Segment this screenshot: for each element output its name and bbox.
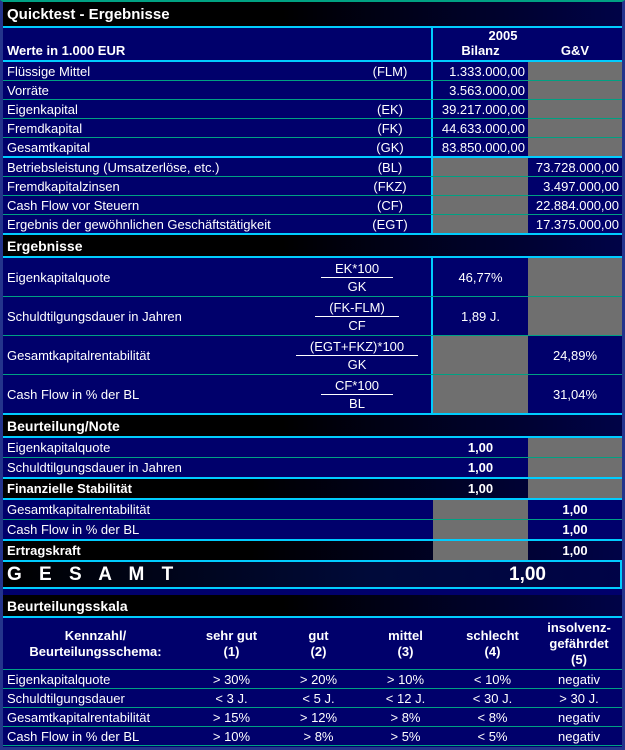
- formula-denominator: BL: [349, 395, 365, 411]
- gv-blocked-cell: [528, 81, 622, 99]
- row-code: (EGT): [349, 215, 433, 233]
- table-row: [3, 215, 622, 235]
- gv-blocked-cell: [528, 258, 622, 296]
- row-label: Ertragskraft: [7, 543, 81, 558]
- scale-value: negativ: [558, 709, 600, 725]
- scale-value: > 5%: [390, 728, 421, 744]
- table-row: [3, 138, 622, 158]
- row-label: Eigenkapitalquote: [7, 671, 111, 687]
- gv-rating-cell[interactable]: 1,00: [562, 502, 588, 517]
- total-row: [3, 560, 622, 589]
- scale-value: negativ: [558, 671, 600, 687]
- scale-value: < 5 J.: [302, 690, 335, 706]
- scale-value: > 20%: [299, 671, 338, 687]
- total-value-cell[interactable]: 1,00: [509, 563, 546, 585]
- scale-header-label: Kennzahl/ Beurteilungsschema:: [29, 627, 162, 659]
- table-row: [3, 62, 622, 81]
- rating-subtotal-row: [3, 541, 622, 560]
- section-title: Beurteilung/Note: [7, 417, 120, 434]
- row-label: Gesamtkapitalrentabilität: [7, 709, 151, 725]
- scale-value: negativ: [558, 728, 600, 744]
- bilanz-rating-cell[interactable]: 1,00: [467, 440, 494, 455]
- scale-value: < 30 J.: [472, 690, 513, 706]
- bilanz-blocked-cell: [433, 177, 528, 195]
- rating-row: [3, 500, 622, 520]
- row-label: Cash Flow in % der BL: [7, 386, 140, 402]
- row-label: Flüssige Mittel: [7, 63, 91, 79]
- gv-blocked-cell: [528, 438, 622, 457]
- table-row: [3, 81, 622, 100]
- scale-value: > 10%: [212, 728, 251, 744]
- formula-fraction: [283, 297, 433, 335]
- row-label: Schuldtilgungsdauer: [7, 690, 125, 706]
- bilanz-blocked-cell: [433, 196, 528, 214]
- gv-rating-cell[interactable]: 1,00: [562, 543, 588, 558]
- scale-row: [3, 689, 622, 708]
- bilanz-result-cell[interactable]: 1,89 J.: [460, 308, 501, 324]
- scale-value: < 12 J.: [385, 690, 426, 706]
- row-label: Gesamtkapital: [7, 139, 91, 155]
- bilanz-result-cell[interactable]: 46,77%: [458, 269, 503, 285]
- scale-value: > 30 J.: [559, 690, 599, 706]
- row-label: Cash Flow in % der BL: [7, 728, 140, 744]
- row-label: Cash Flow vor Steuern: [7, 197, 140, 213]
- gv-blocked-cell: [528, 458, 622, 477]
- scale-header-sehr-gut: sehr gut (1): [205, 627, 258, 659]
- scale-row: [3, 670, 622, 689]
- bilanz-blocked-cell: [433, 336, 528, 374]
- rating-row: [3, 520, 622, 541]
- row-code: (GK): [349, 138, 433, 156]
- sheet-title-band: [3, 2, 622, 28]
- column-header-gv: G&V: [560, 43, 590, 58]
- gv-value-cell[interactable]: 17.375.000,00: [535, 216, 619, 232]
- row-code: [349, 81, 433, 99]
- table-row: [3, 100, 622, 119]
- page-title: Quicktest - Ergebnisse: [7, 5, 170, 23]
- rating-subtotal-row: [3, 479, 622, 500]
- scale-header-schlecht: schlecht (4): [466, 627, 519, 659]
- row-label: Finanzielle Stabilität: [7, 481, 132, 496]
- bilanz-rating-cell[interactable]: 1,00: [467, 481, 494, 496]
- bilanz-value-cell[interactable]: 83.850.000,00: [441, 139, 525, 155]
- row-label: Eigenkapital: [7, 101, 78, 117]
- formula-fraction: [283, 375, 433, 413]
- scale-value: > 12%: [299, 709, 338, 725]
- row-code: (BL): [349, 158, 433, 176]
- table-row: [3, 119, 622, 138]
- gv-value-cell[interactable]: 73.728.000,00: [535, 159, 619, 175]
- section-header-beurteilungsskala: [3, 595, 622, 618]
- row-code: (EK): [349, 100, 433, 118]
- gv-value-cell[interactable]: 22.884.000,00: [535, 197, 619, 213]
- gv-rating-cell[interactable]: 1,00: [562, 522, 588, 537]
- bilanz-blocked-cell: [433, 500, 528, 519]
- formula-numerator: (EGT+FKZ)*100: [296, 339, 418, 356]
- section-header-ergebnisse: [3, 235, 622, 258]
- row-label: Eigenkapitalquote: [7, 269, 111, 285]
- scale-value: > 10%: [386, 671, 425, 687]
- bilanz-blocked-cell: [433, 215, 528, 233]
- rating-row: [3, 458, 622, 479]
- gv-value-cell[interactable]: 3.497.000,00: [543, 178, 619, 194]
- scale-value: > 15%: [212, 709, 251, 725]
- gv-blocked-cell: [528, 479, 622, 498]
- formula-denominator: CF: [348, 317, 366, 333]
- formula-denominator: GK: [347, 278, 367, 294]
- formula-denominator: GK: [347, 356, 367, 372]
- formula-numerator: EK*100: [321, 261, 393, 278]
- bilanz-blocked-cell: [433, 375, 528, 413]
- gv-blocked-cell: [528, 297, 622, 335]
- gv-blocked-cell: [528, 119, 622, 137]
- bilanz-value-cell[interactable]: 39.217.000,00: [441, 101, 525, 117]
- gv-result-cell[interactable]: 24,89%: [552, 347, 598, 363]
- section-header-beurteilung: [3, 415, 622, 438]
- total-label: G E S A M T: [7, 563, 180, 585]
- scale-value: > 30%: [212, 671, 251, 687]
- result-row: [3, 375, 622, 415]
- row-label: Schuldtilgungsdauer in Jahren: [7, 308, 182, 324]
- column-header-bilanz: Bilanz: [461, 43, 500, 58]
- scale-value: > 8%: [303, 728, 334, 744]
- row-label: Fremdkapitalzinsen: [7, 178, 120, 194]
- gv-blocked-cell: [528, 62, 622, 80]
- result-row: [3, 336, 622, 375]
- gv-blocked-cell: [528, 138, 622, 156]
- row-label: Betriebsleistung (Umsatzerlöse, etc.): [7, 159, 220, 175]
- bilanz-value-cell[interactable]: 3.563.000,00: [449, 82, 525, 98]
- result-row: [3, 258, 622, 297]
- gv-blocked-cell: [528, 100, 622, 118]
- row-label: Gesamtkapitalrentabilität: [7, 347, 151, 363]
- row-label: Vorräte: [7, 82, 49, 98]
- row-code: (FKZ): [349, 177, 433, 195]
- scale-header-gut: gut (2): [308, 627, 329, 659]
- bilanz-value-cell[interactable]: 44.633.000,00: [441, 120, 525, 136]
- bilanz-blocked-cell: [433, 520, 528, 539]
- formula-numerator: (FK-FLM): [315, 300, 399, 317]
- column-header: [3, 28, 622, 62]
- bilanz-blocked-cell: [433, 541, 528, 560]
- formula-fraction: [283, 258, 433, 296]
- formula-fraction: [283, 336, 433, 374]
- scale-row: [3, 708, 622, 727]
- scale-header-insolvenzgefaehrdet: insolvenz- gefährdet (5): [547, 619, 611, 667]
- section-title: Ergebnisse: [7, 237, 83, 254]
- bilanz-value-cell[interactable]: 1.333.000,00: [449, 63, 525, 79]
- result-row: [3, 297, 622, 336]
- row-label: Eigenkapitalquote: [7, 440, 111, 455]
- year-header: 2005: [488, 28, 518, 43]
- table-row: [3, 158, 622, 177]
- scale-value: < 3 J.: [215, 690, 248, 706]
- scale-value: < 5%: [477, 728, 508, 744]
- bilanz-rating-cell[interactable]: 1,00: [467, 460, 494, 475]
- table-row: [3, 177, 622, 196]
- scale-header-mittel: mittel (3): [388, 627, 423, 659]
- row-label: Cash Flow in % der BL: [7, 522, 140, 537]
- scale-value: < 8%: [477, 709, 508, 725]
- row-label: Fremdkapital: [7, 120, 83, 136]
- row-label: Ergebnis der gewöhnlichen Geschäftstätigkeit: [7, 216, 271, 232]
- unit-label: Werte in 1.000 EUR: [7, 43, 126, 58]
- scale-header-row: [3, 618, 622, 670]
- row-label: Schuldtilgungsdauer in Jahren: [7, 460, 182, 475]
- row-code: (FK): [349, 119, 433, 137]
- formula-numerator: CF*100: [321, 378, 393, 395]
- section-title: Beurteilungsskala: [7, 597, 128, 614]
- table-row: [3, 196, 622, 215]
- scale-value: > 8%: [390, 709, 421, 725]
- row-code: (CF): [349, 196, 433, 214]
- row-label: Gesamtkapitalrentabilität: [7, 502, 151, 517]
- rating-row: [3, 438, 622, 458]
- row-code: (FLM): [349, 62, 433, 80]
- scale-value: < 10%: [473, 671, 512, 687]
- gv-result-cell[interactable]: 31,04%: [552, 386, 598, 402]
- scale-row: [3, 727, 622, 746]
- bilanz-blocked-cell: [433, 158, 528, 176]
